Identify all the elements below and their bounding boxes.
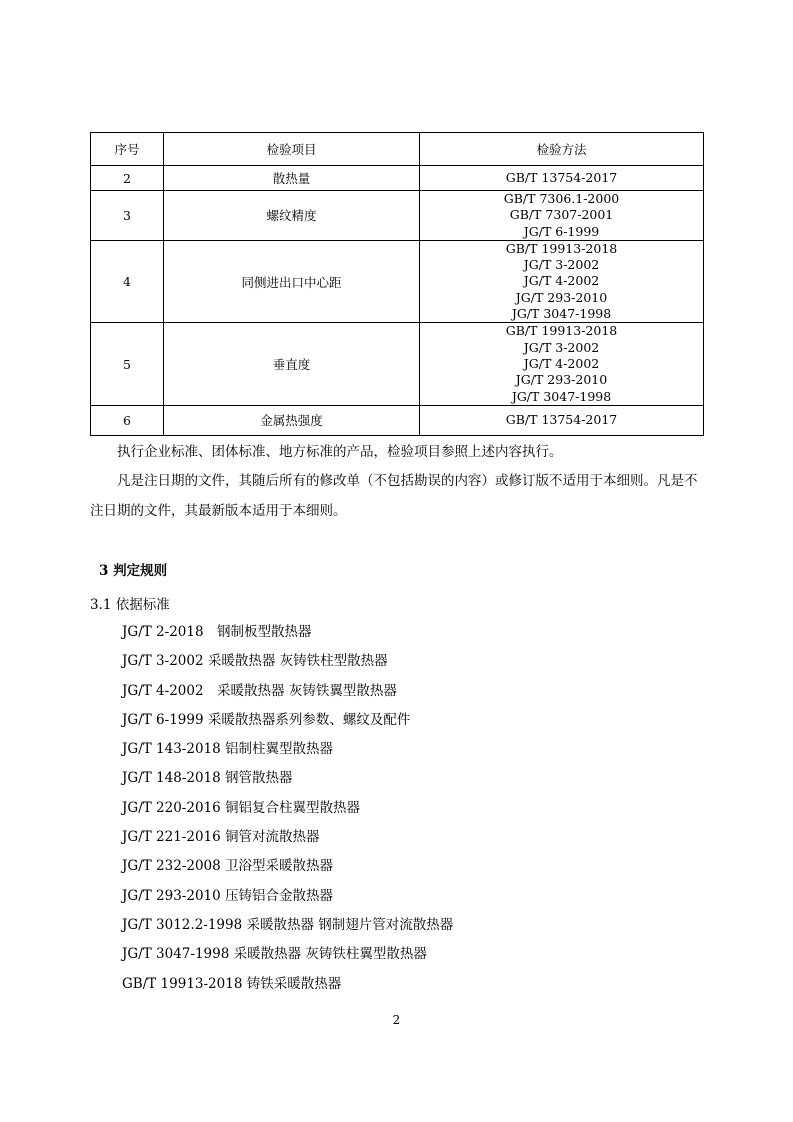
row-item: 金属热强度	[164, 405, 420, 435]
method-standard: JG/T 6-1999	[523, 223, 600, 239]
method-standard: GB/T 13754-2017	[505, 412, 618, 428]
list-item: JG/T 4-2002 采暖散热器 灰铸铁翼型散热器	[122, 682, 397, 699]
list-item: JG/T 232-2008 卫浴型采暖散热器	[122, 858, 334, 875]
table-row	[91, 405, 704, 435]
header-item: 检验项目	[164, 133, 420, 166]
table-row	[91, 240, 704, 322]
inspection-table	[90, 132, 704, 436]
method-standard: JG/T 4-2002	[523, 273, 600, 289]
row-item: 螺纹精度	[164, 191, 420, 241]
section-3-1-title: 3.1 依据标准	[90, 597, 170, 613]
header-no: 序号	[91, 133, 164, 166]
list-item: JG/T 3012.2-1998 采暖散热器 钢制翅片管对流散热器	[122, 916, 454, 933]
method-standard: JG/T 3-2002	[523, 339, 600, 355]
page-number: 2	[392, 1013, 401, 1027]
list-item: JG/T 293-2010 压铸铝合金散热器	[122, 887, 334, 904]
table-row	[91, 166, 704, 191]
row-methods	[420, 323, 704, 405]
reference-standards-list	[122, 618, 453, 999]
method-standard: JG/T 3-2002	[523, 257, 600, 273]
row-item: 垂直度	[164, 323, 420, 405]
method-standard: JG/T 293-2010	[515, 289, 608, 305]
row-no: 6	[91, 405, 164, 435]
table-row	[91, 191, 704, 241]
row-item: 同侧进出口中心距	[164, 240, 420, 322]
method-standard: JG/T 4-2002	[523, 355, 600, 371]
table-row	[91, 323, 704, 405]
method-standard: GB/T 13754-2017	[505, 169, 618, 185]
method-standard: GB/T 7306.1-2000	[503, 191, 620, 206]
row-methods	[420, 405, 704, 435]
list-item: JG/T 6-1999 采暖散热器系列参数、螺纹及配件	[122, 711, 411, 728]
row-no: 2	[91, 166, 164, 191]
row-no: 3	[91, 191, 164, 241]
table-header-row	[91, 133, 704, 166]
enterprise-standard-note: 执行企业标准、团体标准、地方标准的产品，检验项目参照上述内容执行。	[117, 444, 563, 460]
row-methods	[420, 240, 704, 322]
list-item: JG/T 148-2018 钢管散热器	[122, 770, 293, 787]
list-item: JG/T 3047-1998 采暖散热器 灰铸铁柱翼型散热器	[122, 946, 427, 963]
list-item: JG/T 3-2002 采暖散热器 灰铸铁柱型散热器	[122, 653, 388, 670]
method-standard: JG/T 3047-1998	[511, 306, 612, 322]
dated-reference-note: 凡是注日期的文件，其随后所有的修改单（不包括勘误的内容）或修订版不适用于本细则。凡是不注日期的文件，其最新版本适用于本细则。	[90, 473, 698, 519]
section-3-title: 3 判定规则	[99, 563, 168, 579]
method-standard: GB/T 7307-2001	[509, 207, 614, 223]
list-item: JG/T 221-2016 铜管对流散热器	[122, 829, 320, 846]
row-item: 散热量	[164, 166, 420, 191]
method-standard: JG/T 3047-1998	[511, 388, 612, 404]
row-no: 5	[91, 323, 164, 405]
list-item: JG/T 220-2016 铜铝复合柱翼型散热器	[122, 799, 361, 816]
method-standard: GB/T 19913-2018	[505, 323, 618, 339]
list-item: JG/T 143-2018 铝制柱翼型散热器	[122, 741, 334, 758]
row-no: 4	[91, 240, 164, 322]
list-item: GB/T 19913-2018 铸铁采暖散热器	[122, 975, 342, 992]
header-method: 检验方法	[420, 133, 704, 166]
row-methods	[420, 166, 704, 191]
list-item: JG/T 2-2018 钢制板型散热器	[122, 624, 312, 640]
method-standard: GB/T 19913-2018	[505, 240, 618, 256]
row-methods	[420, 191, 704, 241]
method-standard: JG/T 293-2010	[515, 372, 608, 388]
